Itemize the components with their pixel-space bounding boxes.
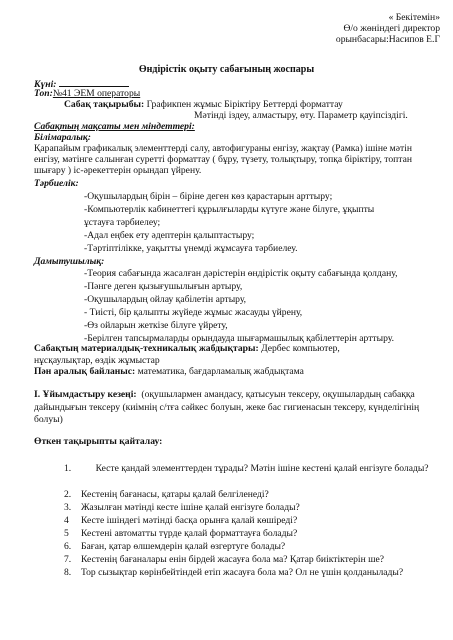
stage1-text: (оқушылармен амандасу, қатысуын тексеру, оқушылардың сабаққа дайындығын тексеру (киімнің с/тға сәйкес болуын, жеке бас гигиенасын тексеру, күнделігінің болуы) bbox=[34, 389, 420, 425]
group-value: №41 ЭЕМ операторы bbox=[52, 88, 141, 99]
list-item bbox=[34, 463, 434, 475]
approval-block bbox=[300, 12, 440, 46]
list-item bbox=[64, 502, 300, 513]
question-text: Кестені автоматты түрде қалай форматтауға болады? bbox=[81, 528, 298, 539]
upbringing-item: -Компьютерлік кабинеттегі құрылғыларды күтуге және білуге, ұқыпты bbox=[84, 204, 375, 215]
question-number: 7. bbox=[64, 554, 72, 565]
upbringing-item: -Тәртіптілікке, уақытты үнемді жұмсауға тәрбиелеу. bbox=[84, 243, 298, 254]
materials-text-1: Дербес компьютер, bbox=[261, 343, 340, 354]
materials-label: Сабақтың материалдық-техникалық жабдықтары: bbox=[34, 343, 259, 354]
approval-line-3: орынбасары:Насипов Е.Г bbox=[335, 34, 440, 46]
question-number: 1. bbox=[64, 463, 72, 474]
question-number: 6. bbox=[64, 541, 72, 552]
list-item bbox=[64, 554, 384, 565]
educational-label: Білімаралық: bbox=[34, 132, 91, 143]
upbringing-label: Тәрбиелік: bbox=[34, 178, 79, 189]
objectives-heading: Сабақтың мақсаты мен міндеттері: bbox=[34, 121, 195, 132]
developmental-item: -Пәнге деген қызығушылығын артыру, bbox=[84, 281, 243, 292]
list-item bbox=[64, 528, 297, 539]
question-number: 2. bbox=[64, 489, 72, 500]
educational-text: Қарапайым графикалық элементтерді салу, автофигураны енгізу, жақтау (Рамка) ішіне мәтін енгізу, мәтінге салынған суретті форматтау ( бұру, түзету, толықтыру, топқа біріктіру, топтан шығару ) іс-әрекеттерін орындап үйрену. bbox=[34, 143, 412, 177]
developmental-item: -Өз ойларын жеткізе білуге үйрету, bbox=[84, 320, 228, 331]
materials-row bbox=[34, 343, 340, 354]
date-blank bbox=[59, 77, 129, 87]
list-item bbox=[64, 541, 285, 552]
document-title: Өндірістік оқыту сабағының жоспары bbox=[138, 64, 315, 75]
group-row bbox=[34, 88, 140, 99]
developmental-item: - Тиісті, бір қалыпты жүйеде жұмыс жасауды үйрену, bbox=[84, 307, 303, 318]
developmental-label: Дамытушылық: bbox=[34, 256, 105, 267]
question-text: Кесте ішіндегі мәтінді басқа орынға қалай көшіреді? bbox=[81, 515, 298, 526]
stage1-label: І. Ұйымдастыру кезеңі: bbox=[34, 389, 137, 400]
stage1-block bbox=[34, 389, 430, 427]
topic-row bbox=[64, 99, 343, 110]
developmental-item: -Берілген тапсырмаларды орындауда шығармашылық қабілеттерін арттыру. bbox=[84, 333, 394, 344]
interdisciplinary-row bbox=[34, 366, 304, 377]
materials-text-2: нұсқаулықтар, өздік жұмыстар bbox=[34, 355, 160, 366]
question-text: Кестенің бағанасы, қатары қалай белгіленеді? bbox=[81, 489, 269, 500]
interdisciplinary-text: математика, бағдарламалық жабдықтама bbox=[137, 366, 304, 377]
question-text: Кестенің бағаналары енін бірдей жасауға бола ма? Қатар биіктіктерін ше? bbox=[81, 554, 385, 565]
question-text: Кесте қандай элементтерден тұрады? Мәтін ішіне кестені қалай енгізуге болады? bbox=[95, 463, 429, 474]
review-questions-list bbox=[34, 463, 434, 475]
developmental-item: -Теория сабағында жасалған дәрістерін өндірістік оқыту сабағында қолдану, bbox=[84, 268, 398, 279]
upbringing-item: -Адал еңбек ету әдептерін қалыптастыру; bbox=[84, 230, 255, 241]
upbringing-item: ұстауға тәрбиелеу; bbox=[84, 217, 161, 228]
group-label: Топ: bbox=[34, 88, 53, 99]
topic-label: Сабақ тақырыбы: bbox=[64, 99, 145, 110]
upbringing-item: -Оқушылардың бірін – біріне деген көз қарастарын арттыру; bbox=[84, 191, 333, 202]
topic-line-2: Мәтінді іздеу, алмастыру, өту. Параметр қауіпсіздігі. bbox=[194, 110, 408, 121]
question-text: Тор сызықтар көрінбейтіндей етіп жасауға бола ма? Ол не үшін қолданылады? bbox=[81, 567, 404, 578]
approval-line-1: « Бекітемін» bbox=[388, 12, 440, 23]
question-text: Жазылған мәтінді кесте ішіне қалай енгізуге болады? bbox=[81, 502, 300, 513]
review-heading: Өткен тақырыпты қайталау: bbox=[34, 436, 163, 447]
question-number: 8. bbox=[64, 567, 72, 578]
date-label: Күні: bbox=[34, 79, 57, 90]
approval-line-2: Ө/о жөніндегі директор bbox=[343, 23, 440, 35]
developmental-item: -Оқушылардың ойлау қабілетін артыру, bbox=[84, 294, 247, 305]
question-number: 3. bbox=[64, 502, 72, 513]
list-item bbox=[64, 567, 403, 578]
question-number: 5 bbox=[64, 528, 69, 539]
interdisciplinary-label: Пән аралық байланыс: bbox=[34, 366, 136, 377]
list-item bbox=[64, 515, 297, 526]
question-number: 4 bbox=[64, 515, 69, 526]
list-item bbox=[64, 489, 269, 500]
topic-line-1: Графикпен жұмыс Біріктіру Беттерді форматтау bbox=[146, 99, 343, 110]
question-text: Баған, қатар өлшемдерін қалай өзгертуге болады? bbox=[81, 541, 286, 552]
